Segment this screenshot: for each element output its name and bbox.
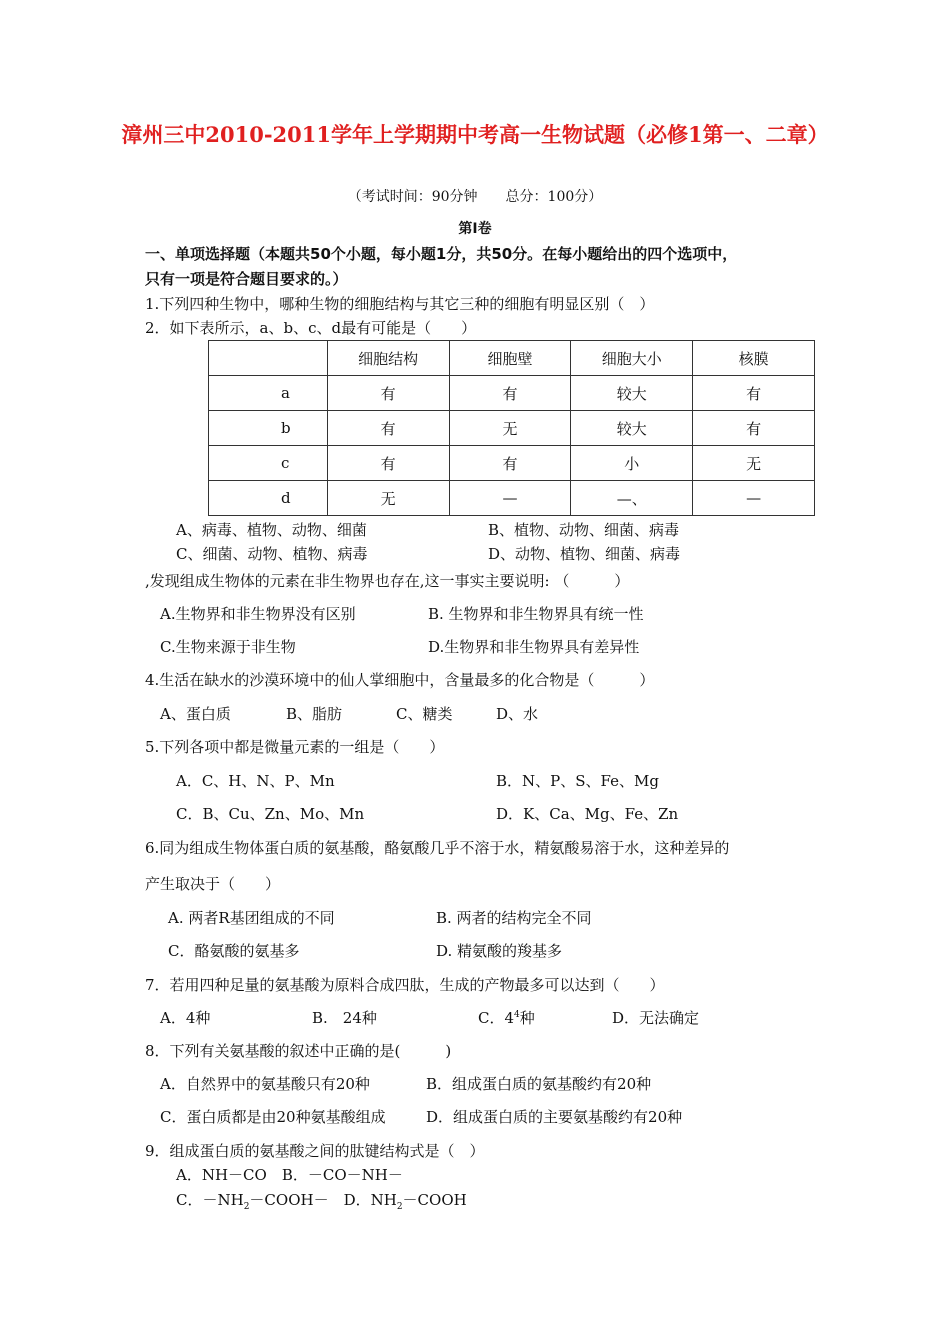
question-7-option-c-tail: 种 — [519, 1009, 535, 1027]
table-header-row — [209, 341, 815, 376]
question-7-option-d: D．无法确定 — [612, 1009, 700, 1027]
table-row — [209, 411, 815, 446]
question-4-option-b: B、脂肪 — [286, 705, 343, 723]
q9-line2-part-c: －COOH — [402, 1191, 467, 1209]
question-9-options-line-1: A．NH－CO B．－CO－NH－ — [176, 1166, 403, 1184]
table-cell: d — [209, 481, 328, 516]
question-5-option-b: B．N、P、S、Fe、Mg — [496, 772, 659, 790]
question-8-option-c: C．蛋白质都是由20种氨基酸组成 — [160, 1108, 386, 1126]
question-2-stem: 2．如下表所示，a、b、c、d最有可能是（ ） — [145, 319, 477, 337]
exam-info: （考试时间：90分钟 总分：100分） — [347, 189, 603, 205]
question-3-stem: ,发现组成生物体的元素在非生物界也存在,这一事实主要说明: （ ） — [145, 572, 630, 590]
table-cell: 无 — [449, 411, 571, 446]
q9-subscript-2: 2 — [396, 1202, 403, 1212]
question-2-option-d: D、动物、植物、细菌、病毒 — [488, 545, 681, 563]
question-3-option-d: D.生物界和非生物界具有差异性 — [428, 638, 640, 656]
table-cell: 有 — [449, 376, 571, 411]
question-5-option-c: C．B、Cu、Zn、Mo、Mn — [176, 805, 365, 823]
table-cell: 无 — [693, 446, 815, 481]
question-3-option-b: B. 生物界和非生物界具有统一性 — [428, 605, 644, 623]
table-header-cell: 细胞结构 — [327, 341, 449, 376]
q9-subscript-1: 2 — [243, 1202, 250, 1212]
question-2-option-c: C、细菌、动物、植物、病毒 — [176, 545, 368, 563]
part-heading-line-1: 一、单项选择题（本题共50个小题，每小题1分，共50分。在每小题给出的四个选项中， — [145, 245, 738, 263]
table-cell: b — [209, 411, 328, 446]
question-1-stem: 1.下列四种生物中，哪种生物的细胞结构与其它三种的细胞有明显区别（ ） — [145, 295, 655, 313]
q9-line2-part-a: C．－NH — [176, 1191, 244, 1209]
section-title: 第Ⅰ卷 — [458, 221, 492, 237]
table-cell: 有 — [327, 446, 449, 481]
question-8-option-a: A．自然界中的氨基酸只有20种 — [160, 1075, 370, 1093]
question-5-option-d: D．K、Ca、Mg、Fe、Zn — [496, 805, 679, 823]
table-cell: 有 — [693, 411, 815, 446]
question-2-option-a: A、病毒、植物、动物、细菌 — [176, 521, 367, 539]
question-4-option-c: C、糖类 — [396, 705, 453, 723]
question-8-option-b: B．组成蛋白质的氨基酸约有20种 — [426, 1075, 652, 1093]
table-header-cell: 细胞大小 — [571, 341, 693, 376]
table-row — [209, 481, 815, 516]
question-7-stem: 7．若用四种足量的氨基酸为原料合成四肽，生成的产物最多可以达到（ ） — [145, 976, 665, 994]
question-2-option-b: B、植物、动物、细菌、病毒 — [488, 521, 680, 539]
q9-line2-part-b: －COOH－ D．NH — [249, 1191, 397, 1209]
table-cell: 有 — [693, 376, 815, 411]
question-8-option-d: D．组成蛋白质的主要氨基酸约有20种 — [426, 1108, 683, 1126]
question-7-option-c-text: C．4 — [478, 1009, 515, 1027]
question-3-option-a: A.生物界和非生物界没有区别 — [160, 605, 356, 623]
table-cell: — — [449, 481, 571, 516]
table-cell: 较大 — [571, 376, 693, 411]
question-3-option-c: C.生物来源于非生物 — [160, 638, 296, 656]
question-4-option-d: D、水 — [496, 705, 539, 723]
question-6-stem: 6.同为组成生物体蛋白质的氨基酸，酪氨酸几乎不溶于水，精氨酸易溶于水，这种差异的 — [145, 839, 730, 857]
question-9-options-line-2 — [176, 1189, 467, 1212]
question-6-option-b: B. 两者的结构完全不同 — [436, 909, 592, 927]
table-cell: 有 — [449, 446, 571, 481]
question-8-stem: 8．下列有关氨基酸的叙述中正确的是( ) — [145, 1042, 452, 1060]
table-cell: 较大 — [571, 411, 693, 446]
exam-title: 漳州三中2010-2011学年上学期期中考高一生物试题（必修1第一、二章） — [121, 122, 829, 147]
question-5-stem: 5.下列各项中都是微量元素的一组是（ ） — [145, 738, 445, 756]
question-9-stem: 9．组成蛋白质的氨基酸之间的肽键结构式是（ ） — [145, 1142, 485, 1160]
question-6-option-a: A. 两者R基团组成的不同 — [168, 909, 335, 927]
table-cell: 无 — [327, 481, 449, 516]
table-cell: 有 — [327, 376, 449, 411]
question-6-option-c: C．酪氨酸的氨基多 — [168, 942, 300, 960]
question-7-option-c — [478, 1007, 535, 1028]
table-header-cell — [209, 341, 328, 376]
question-4-option-a: A、蛋白质 — [160, 705, 231, 723]
table-header-cell: 细胞壁 — [449, 341, 571, 376]
table-cell: c — [209, 446, 328, 481]
table-cell: — — [693, 481, 815, 516]
table-row — [209, 376, 815, 411]
question-7-option-b: B. 24种 — [312, 1009, 377, 1027]
table-cell: 有 — [327, 411, 449, 446]
question-4-stem: 4.生活在缺水的沙漠环境中的仙人掌细胞中，含量最多的化合物是（ ） — [145, 671, 655, 689]
question-6-stem-continued: 产生取决于（ ） — [145, 875, 281, 893]
comparison-table — [208, 340, 815, 516]
table-row — [209, 446, 815, 481]
question-7-option-a: A．4种 — [160, 1009, 211, 1027]
part-heading-line-2: 只有一项是符合题目要求的。） — [145, 270, 348, 288]
table-cell: 小 — [571, 446, 693, 481]
table-cell: a — [209, 376, 328, 411]
table-cell: —、 — [571, 481, 693, 516]
question-5-option-a: A．C、H、N、P、Mn — [176, 772, 335, 790]
table-header-cell: 核膜 — [693, 341, 815, 376]
question-7-option-c-exponent: 4 — [514, 1010, 520, 1020]
question-6-option-d: D. 精氨酸的羧基多 — [436, 942, 563, 960]
